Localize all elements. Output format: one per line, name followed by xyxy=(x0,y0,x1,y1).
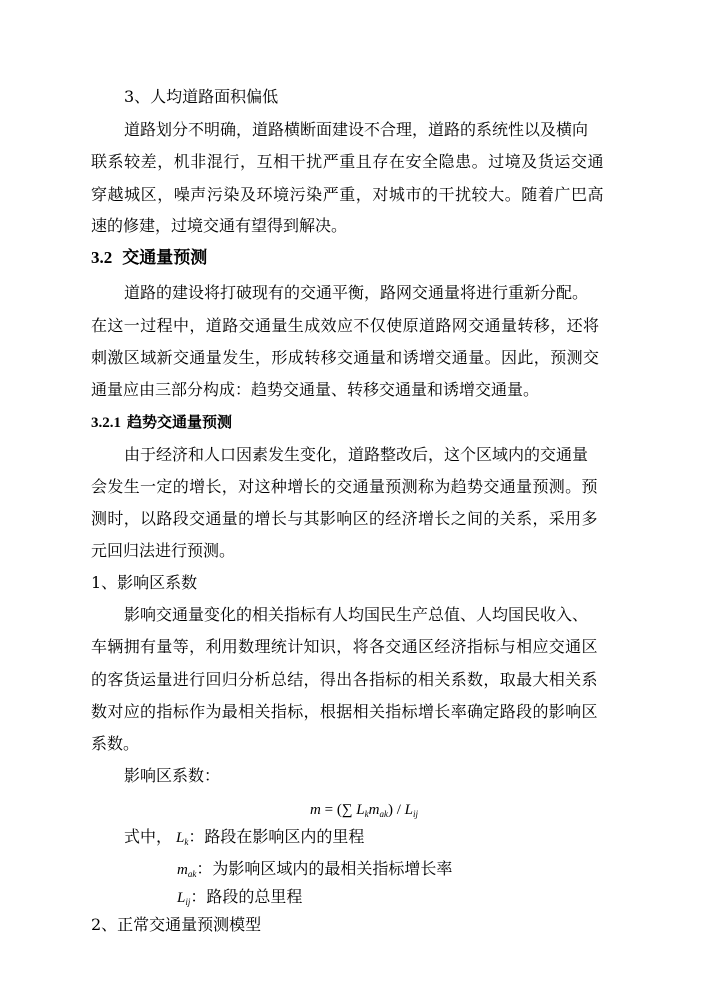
paragraph-line: 数对应的指标作为最相关指标，根据相关指标增长率确定路段的影响区 xyxy=(91,702,598,721)
section-title: 交通量预测 xyxy=(122,248,208,268)
paragraph-line: 元回归法进行预测。 xyxy=(91,541,236,560)
paragraph-line: 道路的建设将打破现有的交通平衡，路网交通量将进行重新分配。 xyxy=(124,283,589,302)
variable-definition: $m_{ak}$：为影响区域内的最相关指标增长率 xyxy=(177,859,453,879)
paragraph-line: 穿越城区，噪声污染及环境污染严重，对城市的干扰较大。随着广巴高 xyxy=(91,185,605,204)
paragraph-line: 系数。 xyxy=(91,734,140,753)
paragraph-line: 车辆拥有量等，利用数理统计知识，将各交通区经济指标与相应交通区 xyxy=(91,637,598,656)
list-heading-normal-traffic-model: 2、正常交通量预测模型 xyxy=(91,915,262,934)
paragraph-line: 道路划分不明确，道路横断面建设不合理，道路的系统性以及横向 xyxy=(124,120,589,139)
subsection-heading-trend-traffic xyxy=(91,412,232,433)
paragraph-line: 的客货运量进行回归分析总结，得出各指标的相关系数，取最大相关系 xyxy=(91,670,598,689)
influence-coefficient-formula: m = (∑ $L_km_{ak}) / L_{ij}$ xyxy=(310,802,418,819)
formula-label: 影响区系数： xyxy=(124,766,221,785)
paragraph-line: 会发生一定的增长，对这种增长的交通量预测称为趋势交通量预测。预 xyxy=(91,477,598,496)
subsection-number: 3.2.1 xyxy=(91,415,121,431)
section-heading-traffic-forecast xyxy=(91,248,207,268)
paragraph-line: 联系较差，机非混行，互相干扰严重且存在安全隐患。过境及货运交通 xyxy=(91,152,605,171)
paragraph-line: 由于经济和人口因素发生变化，道路整改后，这个区域内的交通量 xyxy=(124,445,589,464)
paragraph-line: 测时，以路段交通量的增长与其影响区的经济增长之间的关系，采用多 xyxy=(91,509,598,528)
paragraph-line: 在这一过程中，道路交通量生成效应不仅使原道路网交通量转移，还将 xyxy=(91,316,600,335)
list-heading-influence-coefficient: 1、影响区系数 xyxy=(91,573,198,592)
where-label: 式中， xyxy=(124,827,173,846)
subsection-title: 趋势交通量预测 xyxy=(127,413,233,431)
paragraph-line: 影响交通量变化的相关指标有人均国民生产总值、人均国民收入、 xyxy=(124,605,589,624)
variable-definition: 式中， $L_k$：路段在影响区内的里程 xyxy=(124,827,365,847)
paragraph-line: 通量应由三部分构成：趋势交通量、转移交通量和诱增交通量。 xyxy=(91,380,540,399)
section-number: 3.2 xyxy=(91,248,113,267)
paragraph-line: 刺激区域新交通量发生，形成转移交通量和诱增交通量。因此，预测交 xyxy=(91,348,600,367)
subheading-per-capita-road-area: 3、人均道路面积偏低 xyxy=(124,87,279,106)
variable-definition: $L_{ij}$：路段的总里程 xyxy=(177,887,303,907)
paragraph-line: 速的修建，过境交通有望得到解决。 xyxy=(91,216,348,235)
